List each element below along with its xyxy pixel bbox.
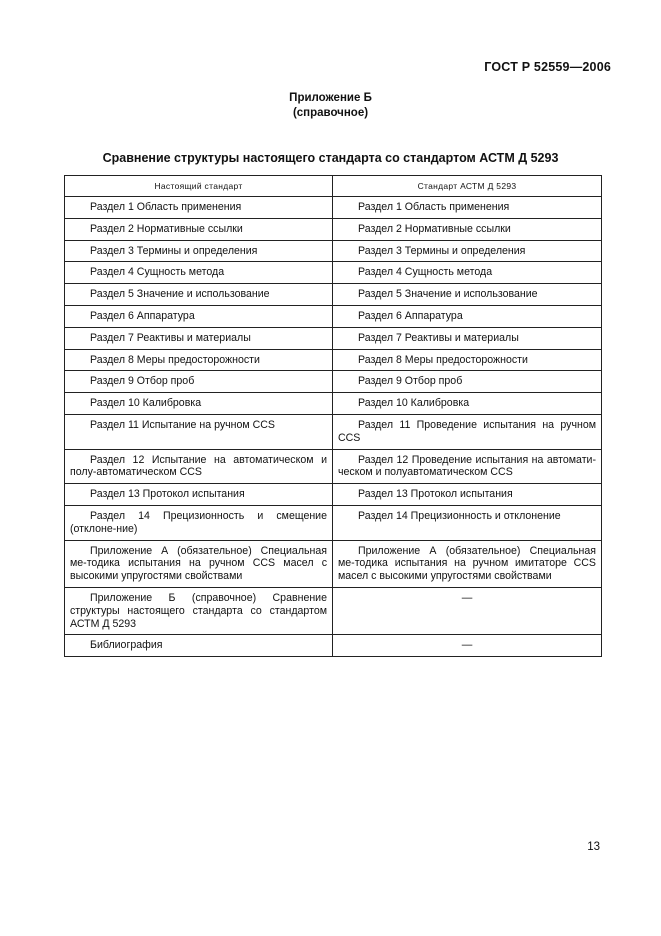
table-cell: Раздел 8 Меры предосторожности bbox=[333, 349, 602, 371]
table-cell: Приложение А (обязательное) Специальная ме-тодика испытания на ручном имитаторе CCS масел с высокими упругостями свойствами bbox=[333, 540, 602, 587]
table-cell: Раздел 11 Проведение испытания на ручном CCS bbox=[333, 414, 602, 449]
table-cell: Раздел 4 Сущность метода bbox=[333, 262, 602, 284]
table-cell: Раздел 8 Меры предосторожности bbox=[65, 349, 333, 371]
table-row bbox=[65, 635, 602, 657]
table-row bbox=[65, 414, 602, 449]
table-cell: Раздел 5 Значение и использование bbox=[65, 284, 333, 306]
annex-subtitle: (справочное) bbox=[292, 107, 369, 119]
column-header-this-standard: Настоящий стандарт bbox=[65, 176, 333, 197]
table-cell: Раздел 12 Проведение испытания на автомати-ческом и полуавтоматическом CCS bbox=[333, 449, 602, 484]
table-cell: Раздел 7 Реактивы и материалы bbox=[65, 327, 333, 349]
table-title: Сравнение структуры настоящего стандарта со стандартом АСТМ Д 5293 bbox=[102, 151, 559, 165]
table-cell: Раздел 2 Нормативные ссылки bbox=[333, 218, 602, 240]
table-cell: Раздел 7 Реактивы и материалы bbox=[333, 327, 602, 349]
table-cell: Раздел 13 Протокол испытания bbox=[65, 484, 333, 506]
table-cell: Раздел 10 Калибровка bbox=[65, 393, 333, 415]
table-cell: Раздел 10 Калибровка bbox=[333, 393, 602, 415]
table-cell: Раздел 2 Нормативные ссылки bbox=[65, 218, 333, 240]
table-cell: — bbox=[333, 635, 602, 657]
table-cell: Раздел 6 Аппаратура bbox=[333, 305, 602, 327]
table-cell: Раздел 3 Термины и определения bbox=[65, 240, 333, 262]
table-cell: Раздел 1 Область применения bbox=[333, 197, 602, 219]
comparison-table bbox=[64, 175, 602, 657]
table-cell: Раздел 13 Протокол испытания bbox=[333, 484, 602, 506]
table-cell: Раздел 1 Область применения bbox=[65, 197, 333, 219]
table-row bbox=[65, 197, 602, 219]
table-cell: Раздел 4 Сущность метода bbox=[65, 262, 333, 284]
table-cell: Раздел 12 Испытание на автоматическом и полу-автоматическом CCS bbox=[65, 449, 333, 484]
table-row bbox=[65, 349, 602, 371]
table-row bbox=[65, 218, 602, 240]
annex-heading bbox=[0, 91, 661, 121]
table-cell: Раздел 14 Прецизионность и смещение (отклоне-ние) bbox=[65, 505, 333, 540]
table-row bbox=[65, 371, 602, 393]
table-cell: Раздел 6 Аппаратура bbox=[65, 305, 333, 327]
table-cell: Библиография bbox=[65, 635, 333, 657]
table-row bbox=[65, 540, 602, 587]
table-row bbox=[65, 240, 602, 262]
table-cell: Раздел 9 Отбор проб bbox=[65, 371, 333, 393]
table-cell: Раздел 5 Значение и использование bbox=[333, 284, 602, 306]
table-cell: Раздел 3 Термины и определения bbox=[333, 240, 602, 262]
table-row bbox=[65, 587, 602, 634]
annex-title: Приложение Б bbox=[289, 92, 372, 104]
column-header-astm-standard: Стандарт АСТМ Д 5293 bbox=[333, 176, 602, 197]
table-row bbox=[65, 305, 602, 327]
table-row bbox=[65, 484, 602, 506]
page-number: 13 bbox=[587, 841, 600, 853]
table-cell: Раздел 9 Отбор проб bbox=[333, 371, 602, 393]
table-row bbox=[65, 505, 602, 540]
table-header-row bbox=[65, 176, 602, 197]
table-cell: Приложение А (обязательное) Специальная ме-тодика испытания на ручном CCS масел с высокими упругостями свойствами bbox=[65, 540, 333, 587]
table-row bbox=[65, 449, 602, 484]
table-row bbox=[65, 393, 602, 415]
table-row bbox=[65, 262, 602, 284]
table-cell: Приложение Б (справочное) Сравнение структуры настоящего стандарта со стандартом АСТМ Д 5293 bbox=[65, 587, 333, 634]
document-code: ГОСТ Р 52559—2006 bbox=[484, 60, 611, 74]
table-cell: — bbox=[333, 587, 602, 634]
table-row bbox=[65, 284, 602, 306]
table-cell: Раздел 14 Прецизионность и отклонение bbox=[333, 505, 602, 540]
table-cell: Раздел 11 Испытание на ручном CCS bbox=[65, 414, 333, 449]
table-row bbox=[65, 327, 602, 349]
